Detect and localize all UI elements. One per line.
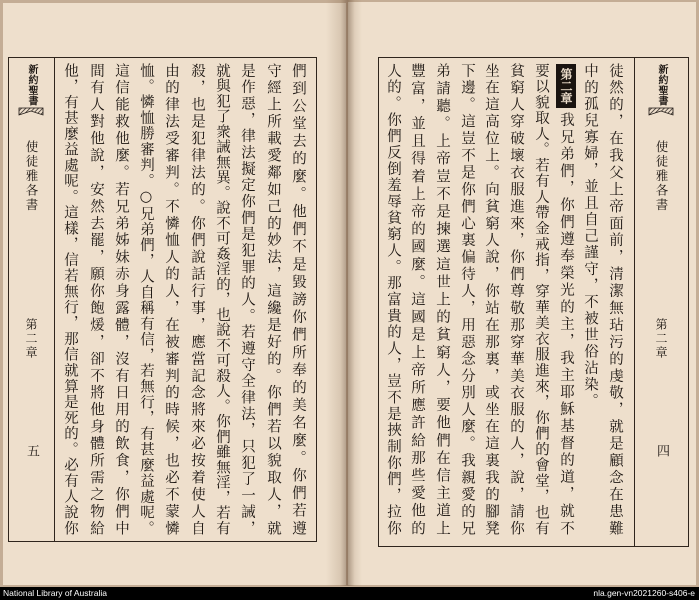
text-column: 下邊。這豈不是你們心裏偏待人，用惡念分別人麼。我親愛的兄 <box>459 63 475 535</box>
left-fishtail-ornament-icon <box>18 107 44 116</box>
text-column: 坐在這高位上。向貧窮人說，你站在那裏，或坐在這裏我的腳凳 <box>483 63 499 535</box>
text-column: 人的。你們反倒羞辱貧窮人。那富貴的人，豈不是挾制你們，拉你 <box>385 63 401 535</box>
text-column: 豐富，並且得着上帝的國麼。這國是上帝所應許給那些愛他的 <box>409 63 425 535</box>
right-running-chapter: 第二章 <box>654 318 668 360</box>
text-column: 就與犯了衆誡無異。說不可姦淫的，也說不可殺人。你們雖無淫，若有 <box>214 63 230 535</box>
chapter-start-marker: 第二章 <box>556 64 576 108</box>
text-column: 們到公堂去的麼。他們不是毀謗你們所奉的美名麼。你們若遵 <box>290 63 306 535</box>
left-page-number: 五 <box>24 444 39 457</box>
text-column: 要以貌取人。若有人帶金戒指，穿華美衣服進來，你們的會堂，也有 <box>533 63 549 535</box>
left-running-chapter: 第二章 <box>24 318 38 360</box>
right-page-number: 四 <box>654 444 669 457</box>
left-running-epistle-title: 使徒雅各書 <box>24 140 39 213</box>
item-identifier: nla.gen-vn2021260-s406-e <box>593 588 695 598</box>
text-column: 殺，也是犯律法的。你們說話行事，應當記念將來必按着使人自 <box>189 63 205 535</box>
text-column: 由的律法受審判。不憐恤人的人，在被審判的時候，也必不蒙憐 <box>163 63 179 535</box>
text-column: 間有人對他說，安然去罷，願你飽煖，卻不將他身體所需之物給 <box>88 63 104 535</box>
text-column: 恤。憐恤勝審判。○兄弟們，人自稱有信，若無行，有甚麼益處呢。 <box>138 63 154 535</box>
text-column: 他，有甚麼益處呢。這樣，信若無行，那信就算是死的。必有人說你 <box>62 63 78 535</box>
right-fishtail-ornament-icon <box>648 107 674 116</box>
text-column: 這信能救他麼。若兄弟姊妹赤身露體，沒有日用的飲食，你們中 <box>113 63 129 535</box>
right-running-book-title: 新約聖書 <box>656 64 667 106</box>
text-column: 守經上所載愛鄰如己的妙法，這纔是好的。你們若以貌取人，就 <box>265 63 281 535</box>
right-page-margin-rule <box>634 57 635 547</box>
text-column: 中的孤兒寡婦，並且自己謹守，不被世俗沾染。 <box>582 63 598 410</box>
library-footer-bar <box>0 587 699 600</box>
library-name: National Library of Australia <box>3 588 107 598</box>
left-page-margin-rule <box>54 57 55 542</box>
book-gutter <box>326 0 362 586</box>
text-column: 弟請聽。上帝豈不是揀選這世上的貧窮人，要他們在信主道上 <box>434 63 450 535</box>
right-running-epistle-title: 使徒雅各書 <box>654 140 669 213</box>
text-column: 是作惡，律法擬定你們是犯罪的人。若遵守全律法，只犯了一誡， <box>239 63 255 535</box>
text-column: 徒然的，在我父上帝面前，清潔無玷污的虔敬，就是顧念在患難 <box>607 63 623 535</box>
text-column: 我兄弟們，你們遵奉榮光的主，我主耶穌基督的道，就不 <box>558 112 574 535</box>
left-running-book-title: 新約聖書 <box>26 64 37 106</box>
text-column: 貧窮人穿破壞衣服進來，你們尊敬那穿華美衣服的人，說，請你 <box>508 63 524 535</box>
